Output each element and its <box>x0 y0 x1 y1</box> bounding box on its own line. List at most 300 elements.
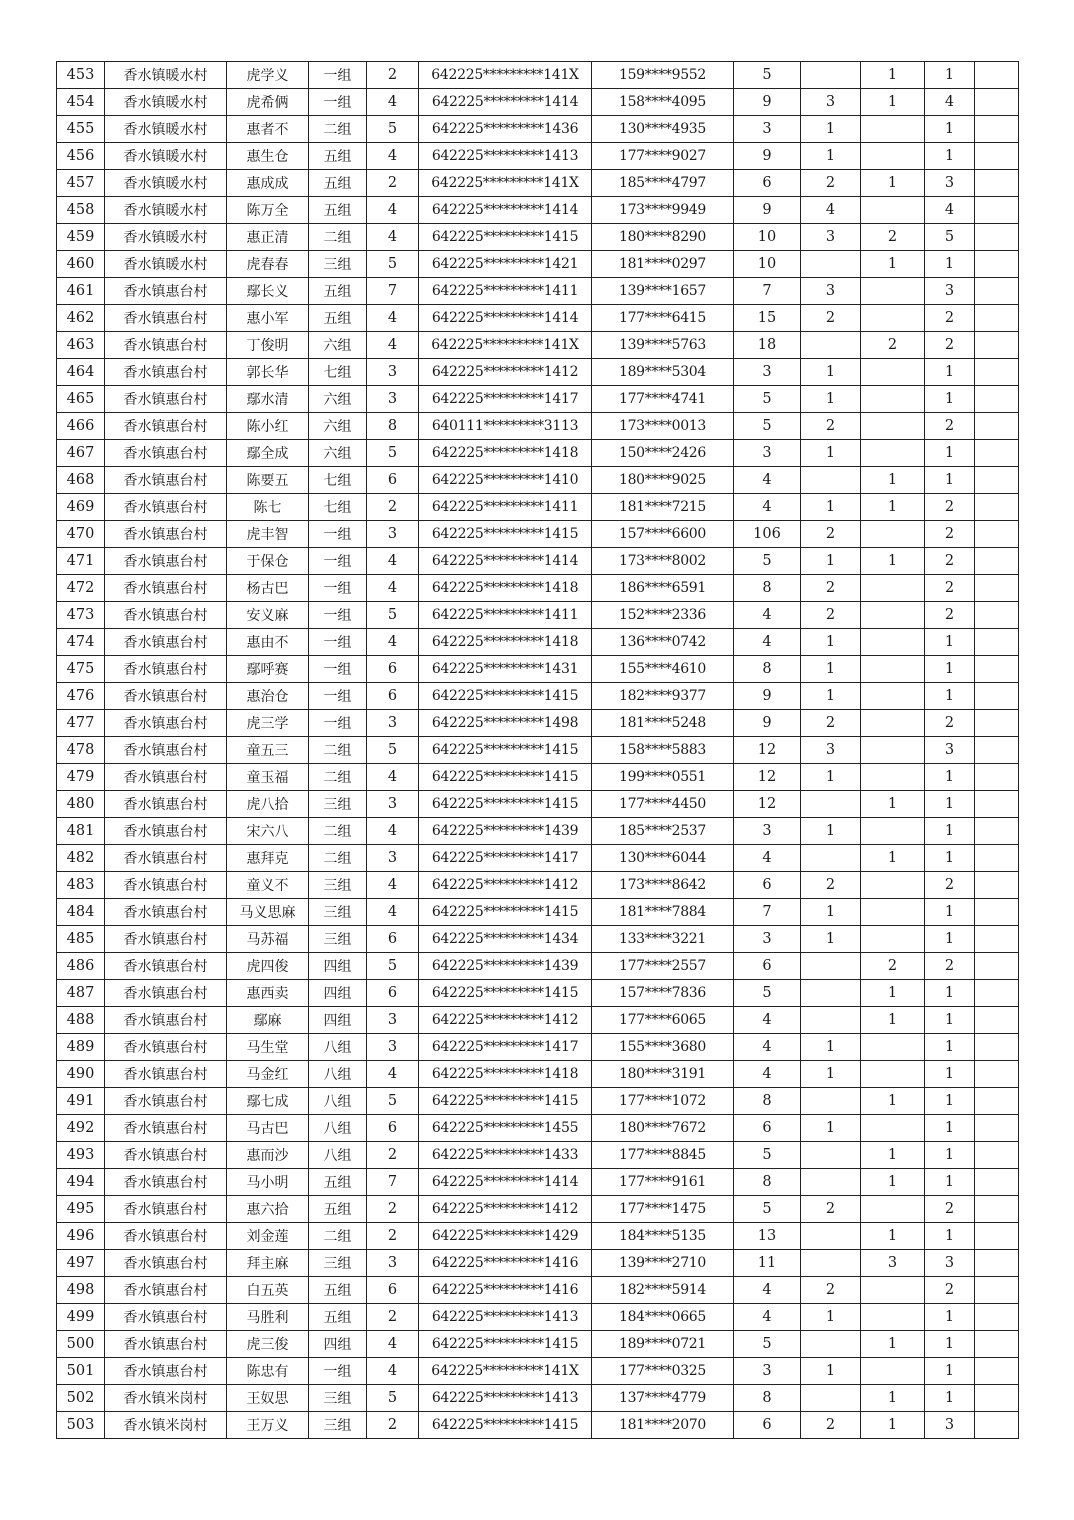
table-row <box>57 818 1019 845</box>
group-cell: 三组 <box>309 899 367 926</box>
name-cell: 惠小军 <box>227 305 309 332</box>
village-cell: 香水镇惠台村 <box>105 548 227 575</box>
count-b-cell <box>801 1142 861 1169</box>
village-cell: 香水镇惠台村 <box>105 1007 227 1034</box>
count-total-cell: 1 <box>925 791 975 818</box>
members-cell: 5 <box>367 737 419 764</box>
idno-cell: 642225*********1413 <box>419 1385 592 1412</box>
group-cell: 一组 <box>309 521 367 548</box>
table-row <box>57 1358 1019 1385</box>
count-b-cell: 1 <box>801 1034 861 1061</box>
members-cell: 6 <box>367 467 419 494</box>
count-a-cell: 9 <box>734 89 801 116</box>
name-cell: 安义麻 <box>227 602 309 629</box>
count-b-cell: 3 <box>801 224 861 251</box>
count-c-cell: 1 <box>861 1142 925 1169</box>
group-cell: 六组 <box>309 413 367 440</box>
idno-cell: 642225*********1418 <box>419 440 592 467</box>
count-total-cell: 1 <box>925 926 975 953</box>
seq-cell: 472 <box>57 575 105 602</box>
table-row <box>57 737 1019 764</box>
count-total-cell: 1 <box>925 629 975 656</box>
count-c-cell: 2 <box>861 953 925 980</box>
idno-cell: 642225*********1418 <box>419 1061 592 1088</box>
group-cell: 五组 <box>309 197 367 224</box>
members-cell: 2 <box>367 170 419 197</box>
phone-cell: 180****8290 <box>592 224 734 251</box>
idno-cell: 642225*********1410 <box>419 467 592 494</box>
village-cell: 香水镇惠台村 <box>105 926 227 953</box>
phone-cell: 152****2336 <box>592 602 734 629</box>
seq-cell: 457 <box>57 170 105 197</box>
remark-cell <box>975 143 1019 170</box>
count-b-cell <box>801 1250 861 1277</box>
count-c-cell <box>861 872 925 899</box>
seq-cell: 499 <box>57 1304 105 1331</box>
remark-cell <box>975 737 1019 764</box>
seq-cell: 478 <box>57 737 105 764</box>
name-cell: 于保仓 <box>227 548 309 575</box>
idno-cell: 642225*********1415 <box>419 899 592 926</box>
count-c-cell: 1 <box>861 494 925 521</box>
count-b-cell: 3 <box>801 89 861 116</box>
seq-cell: 489 <box>57 1034 105 1061</box>
remark-cell <box>975 332 1019 359</box>
village-cell: 香水镇惠台村 <box>105 575 227 602</box>
table-row <box>57 683 1019 710</box>
seq-cell: 494 <box>57 1169 105 1196</box>
name-cell: 惠而沙 <box>227 1142 309 1169</box>
count-a-cell: 4 <box>734 1034 801 1061</box>
village-cell: 香水镇暖水村 <box>105 116 227 143</box>
idno-cell: 642225*********1416 <box>419 1250 592 1277</box>
count-total-cell: 1 <box>925 899 975 926</box>
count-a-cell: 4 <box>734 1277 801 1304</box>
members-cell: 6 <box>367 1115 419 1142</box>
group-cell: 五组 <box>309 1304 367 1331</box>
members-cell: 6 <box>367 683 419 710</box>
idno-cell: 642225*********1414 <box>419 197 592 224</box>
idno-cell: 642225*********1418 <box>419 575 592 602</box>
seq-cell: 463 <box>57 332 105 359</box>
name-cell: 王万义 <box>227 1412 309 1439</box>
count-c-cell <box>861 818 925 845</box>
name-cell: 惠拜克 <box>227 845 309 872</box>
seq-cell: 498 <box>57 1277 105 1304</box>
count-total-cell: 1 <box>925 1007 975 1034</box>
members-cell: 2 <box>367 1142 419 1169</box>
name-cell: 惠治仓 <box>227 683 309 710</box>
count-total-cell: 1 <box>925 1142 975 1169</box>
seq-cell: 468 <box>57 467 105 494</box>
phone-cell: 155****3680 <box>592 1034 734 1061</box>
phone-cell: 185****2537 <box>592 818 734 845</box>
remark-cell <box>975 1088 1019 1115</box>
table-row <box>57 1196 1019 1223</box>
remark-cell <box>975 1277 1019 1304</box>
count-a-cell: 12 <box>734 737 801 764</box>
village-cell: 香水镇惠台村 <box>105 1088 227 1115</box>
members-cell: 4 <box>367 224 419 251</box>
seq-cell: 483 <box>57 872 105 899</box>
name-cell: 惠西卖 <box>227 980 309 1007</box>
count-b-cell <box>801 791 861 818</box>
table-row <box>57 1088 1019 1115</box>
count-c-cell <box>861 1196 925 1223</box>
phone-cell: 130****4935 <box>592 116 734 143</box>
table-row <box>57 278 1019 305</box>
idno-cell: 642225*********1439 <box>419 953 592 980</box>
seq-cell: 493 <box>57 1142 105 1169</box>
count-total-cell: 1 <box>925 764 975 791</box>
village-cell: 香水镇惠台村 <box>105 791 227 818</box>
count-b-cell: 1 <box>801 1358 861 1385</box>
count-b-cell <box>801 251 861 278</box>
count-c-cell <box>861 359 925 386</box>
group-cell: 一组 <box>309 629 367 656</box>
idno-cell: 642225*********1412 <box>419 1196 592 1223</box>
count-total-cell: 3 <box>925 1412 975 1439</box>
count-a-cell: 8 <box>734 575 801 602</box>
count-b-cell: 4 <box>801 197 861 224</box>
count-total-cell: 1 <box>925 251 975 278</box>
count-total-cell: 2 <box>925 1277 975 1304</box>
remark-cell <box>975 1385 1019 1412</box>
remark-cell <box>975 1034 1019 1061</box>
count-a-cell: 8 <box>734 656 801 683</box>
name-cell: 郭长华 <box>227 359 309 386</box>
count-b-cell: 1 <box>801 1061 861 1088</box>
phone-cell: 181****2070 <box>592 1412 734 1439</box>
seq-cell: 479 <box>57 764 105 791</box>
group-cell: 一组 <box>309 656 367 683</box>
group-cell: 二组 <box>309 116 367 143</box>
count-c-cell <box>861 1358 925 1385</box>
name-cell: 白五英 <box>227 1277 309 1304</box>
count-total-cell: 2 <box>925 872 975 899</box>
village-cell: 香水镇暖水村 <box>105 197 227 224</box>
table-row <box>57 494 1019 521</box>
count-b-cell <box>801 1169 861 1196</box>
members-cell: 6 <box>367 980 419 1007</box>
count-total-cell: 3 <box>925 278 975 305</box>
count-b-cell <box>801 1223 861 1250</box>
count-c-cell <box>861 143 925 170</box>
remark-cell <box>975 1142 1019 1169</box>
phone-cell: 184****5135 <box>592 1223 734 1250</box>
idno-cell: 642225*********1415 <box>419 521 592 548</box>
count-b-cell: 2 <box>801 1277 861 1304</box>
table-row <box>57 1250 1019 1277</box>
village-cell: 香水镇惠台村 <box>105 899 227 926</box>
members-cell: 3 <box>367 521 419 548</box>
group-cell: 六组 <box>309 440 367 467</box>
count-a-cell: 6 <box>734 1115 801 1142</box>
table-row <box>57 521 1019 548</box>
remark-cell <box>975 899 1019 926</box>
village-cell: 香水镇惠台村 <box>105 1277 227 1304</box>
table-row <box>57 440 1019 467</box>
idno-cell: 642225*********1455 <box>419 1115 592 1142</box>
count-c-cell <box>861 575 925 602</box>
name-cell: 鄢全成 <box>227 440 309 467</box>
phone-cell: 136****0742 <box>592 629 734 656</box>
members-cell: 4 <box>367 143 419 170</box>
group-cell: 八组 <box>309 1088 367 1115</box>
group-cell: 五组 <box>309 1196 367 1223</box>
village-cell: 香水镇惠台村 <box>105 872 227 899</box>
name-cell: 马金红 <box>227 1061 309 1088</box>
table-row <box>57 791 1019 818</box>
name-cell: 鄢七成 <box>227 1088 309 1115</box>
count-total-cell: 1 <box>925 1358 975 1385</box>
group-cell: 六组 <box>309 332 367 359</box>
group-cell: 一组 <box>309 710 367 737</box>
village-cell: 香水镇惠台村 <box>105 818 227 845</box>
name-cell: 马胜利 <box>227 1304 309 1331</box>
count-c-cell <box>861 629 925 656</box>
count-a-cell: 6 <box>734 872 801 899</box>
name-cell: 王奴思 <box>227 1385 309 1412</box>
count-b-cell: 2 <box>801 305 861 332</box>
idno-cell: 642225*********1415 <box>419 737 592 764</box>
table-row <box>57 872 1019 899</box>
village-cell: 香水镇惠台村 <box>105 1250 227 1277</box>
count-c-cell: 1 <box>861 845 925 872</box>
group-cell: 七组 <box>309 494 367 521</box>
members-cell: 4 <box>367 764 419 791</box>
group-cell: 三组 <box>309 1250 367 1277</box>
members-cell: 4 <box>367 332 419 359</box>
count-c-cell <box>861 602 925 629</box>
count-b-cell <box>801 1331 861 1358</box>
count-total-cell: 2 <box>925 413 975 440</box>
count-c-cell: 2 <box>861 224 925 251</box>
table-row <box>57 1034 1019 1061</box>
village-cell: 香水镇惠台村 <box>105 1061 227 1088</box>
count-total-cell: 1 <box>925 386 975 413</box>
village-cell: 香水镇暖水村 <box>105 224 227 251</box>
table-row <box>57 332 1019 359</box>
count-total-cell: 1 <box>925 1061 975 1088</box>
remark-cell <box>975 116 1019 143</box>
table-row <box>57 764 1019 791</box>
count-total-cell: 1 <box>925 116 975 143</box>
count-total-cell: 1 <box>925 845 975 872</box>
name-cell: 刘金莲 <box>227 1223 309 1250</box>
phone-cell: 180****7672 <box>592 1115 734 1142</box>
count-a-cell: 4 <box>734 494 801 521</box>
seq-cell: 459 <box>57 224 105 251</box>
seq-cell: 467 <box>57 440 105 467</box>
count-total-cell: 3 <box>925 737 975 764</box>
name-cell: 拜主麻 <box>227 1250 309 1277</box>
count-a-cell: 4 <box>734 629 801 656</box>
phone-cell: 180****9025 <box>592 467 734 494</box>
count-a-cell: 4 <box>734 845 801 872</box>
count-total-cell: 1 <box>925 1169 975 1196</box>
count-b-cell <box>801 62 861 89</box>
village-cell: 香水镇惠台村 <box>105 359 227 386</box>
count-b-cell: 2 <box>801 1412 861 1439</box>
phone-cell: 177****1475 <box>592 1196 734 1223</box>
remark-cell <box>975 845 1019 872</box>
name-cell: 童义不 <box>227 872 309 899</box>
count-c-cell <box>861 656 925 683</box>
name-cell: 虎三俊 <box>227 1331 309 1358</box>
village-cell: 香水镇惠台村 <box>105 845 227 872</box>
name-cell: 童玉福 <box>227 764 309 791</box>
idno-cell: 642225*********1412 <box>419 872 592 899</box>
seq-cell: 492 <box>57 1115 105 1142</box>
idno-cell: 642225*********1417 <box>419 845 592 872</box>
table-row <box>57 710 1019 737</box>
count-b-cell: 1 <box>801 143 861 170</box>
count-c-cell <box>861 197 925 224</box>
count-a-cell: 5 <box>734 413 801 440</box>
group-cell: 一组 <box>309 1358 367 1385</box>
count-a-cell: 12 <box>734 764 801 791</box>
table-row <box>57 926 1019 953</box>
count-c-cell <box>861 710 925 737</box>
seq-cell: 465 <box>57 386 105 413</box>
idno-cell: 642225*********1412 <box>419 1007 592 1034</box>
group-cell: 一组 <box>309 683 367 710</box>
count-a-cell: 12 <box>734 791 801 818</box>
members-cell: 5 <box>367 440 419 467</box>
table-row <box>57 1061 1019 1088</box>
village-cell: 香水镇惠台村 <box>105 440 227 467</box>
table-row <box>57 1142 1019 1169</box>
phone-cell: 133****3221 <box>592 926 734 953</box>
phone-cell: 150****2426 <box>592 440 734 467</box>
phone-cell: 159****9552 <box>592 62 734 89</box>
members-cell: 4 <box>367 305 419 332</box>
count-b-cell <box>801 1007 861 1034</box>
members-cell: 5 <box>367 1088 419 1115</box>
seq-cell: 495 <box>57 1196 105 1223</box>
remark-cell <box>975 278 1019 305</box>
count-c-cell: 1 <box>861 1331 925 1358</box>
name-cell: 惠成成 <box>227 170 309 197</box>
count-c-cell: 1 <box>861 1412 925 1439</box>
idno-cell: 642225*********1434 <box>419 926 592 953</box>
members-cell: 3 <box>367 386 419 413</box>
table-row <box>57 386 1019 413</box>
count-c-cell: 1 <box>861 1007 925 1034</box>
count-c-cell <box>861 1034 925 1061</box>
count-a-cell: 13 <box>734 1223 801 1250</box>
count-a-cell: 9 <box>734 143 801 170</box>
phone-cell: 185****4797 <box>592 170 734 197</box>
seq-cell: 501 <box>57 1358 105 1385</box>
count-b-cell: 1 <box>801 683 861 710</box>
name-cell: 陈忠有 <box>227 1358 309 1385</box>
name-cell: 虎三学 <box>227 710 309 737</box>
seq-cell: 471 <box>57 548 105 575</box>
name-cell: 虎春春 <box>227 251 309 278</box>
group-cell: 二组 <box>309 737 367 764</box>
phone-cell: 189****5304 <box>592 359 734 386</box>
count-b-cell: 1 <box>801 899 861 926</box>
count-b-cell <box>801 332 861 359</box>
count-c-cell <box>861 683 925 710</box>
members-cell: 7 <box>367 278 419 305</box>
village-cell: 香水镇惠台村 <box>105 602 227 629</box>
phone-cell: 139****2710 <box>592 1250 734 1277</box>
count-c-cell <box>861 1115 925 1142</box>
name-cell: 虎希俩 <box>227 89 309 116</box>
seq-cell: 480 <box>57 791 105 818</box>
idno-cell: 642225*********141X <box>419 62 592 89</box>
members-cell: 4 <box>367 1358 419 1385</box>
group-cell: 一组 <box>309 548 367 575</box>
count-a-cell: 4 <box>734 602 801 629</box>
count-a-cell: 5 <box>734 62 801 89</box>
table-row <box>57 656 1019 683</box>
village-cell: 香水镇米岗村 <box>105 1385 227 1412</box>
count-b-cell: 3 <box>801 278 861 305</box>
phone-cell: 139****5763 <box>592 332 734 359</box>
group-cell: 八组 <box>309 1142 367 1169</box>
name-cell: 惠六拾 <box>227 1196 309 1223</box>
group-cell: 五组 <box>309 143 367 170</box>
remark-cell <box>975 1007 1019 1034</box>
count-total-cell: 1 <box>925 440 975 467</box>
group-cell: 二组 <box>309 818 367 845</box>
count-b-cell: 3 <box>801 737 861 764</box>
count-total-cell: 1 <box>925 1088 975 1115</box>
phone-cell: 184****0665 <box>592 1304 734 1331</box>
remark-cell <box>975 62 1019 89</box>
village-cell: 香水镇惠台村 <box>105 737 227 764</box>
count-c-cell: 1 <box>861 89 925 116</box>
count-c-cell <box>861 899 925 926</box>
phone-cell: 130****6044 <box>592 845 734 872</box>
remark-cell <box>975 305 1019 332</box>
idno-cell: 642225*********1498 <box>419 710 592 737</box>
group-cell: 五组 <box>309 305 367 332</box>
seq-cell: 466 <box>57 413 105 440</box>
remark-cell <box>975 1196 1019 1223</box>
count-c-cell: 1 <box>861 62 925 89</box>
seq-cell: 488 <box>57 1007 105 1034</box>
count-a-cell: 18 <box>734 332 801 359</box>
table-row <box>57 224 1019 251</box>
remark-cell <box>975 467 1019 494</box>
count-a-cell: 11 <box>734 1250 801 1277</box>
count-b-cell: 2 <box>801 521 861 548</box>
count-c-cell <box>861 386 925 413</box>
seq-cell: 487 <box>57 980 105 1007</box>
count-a-cell: 5 <box>734 1331 801 1358</box>
village-cell: 香水镇惠台村 <box>105 710 227 737</box>
members-cell: 7 <box>367 1169 419 1196</box>
count-total-cell: 1 <box>925 1034 975 1061</box>
table-row <box>57 1115 1019 1142</box>
group-cell: 三组 <box>309 251 367 278</box>
count-b-cell: 2 <box>801 170 861 197</box>
count-b-cell: 1 <box>801 1115 861 1142</box>
name-cell: 宋六八 <box>227 818 309 845</box>
remark-cell <box>975 791 1019 818</box>
remark-cell <box>975 440 1019 467</box>
count-c-cell: 1 <box>861 548 925 575</box>
phone-cell: 173****8002 <box>592 548 734 575</box>
village-cell: 香水镇惠台村 <box>105 413 227 440</box>
seq-cell: 481 <box>57 818 105 845</box>
seq-cell: 486 <box>57 953 105 980</box>
